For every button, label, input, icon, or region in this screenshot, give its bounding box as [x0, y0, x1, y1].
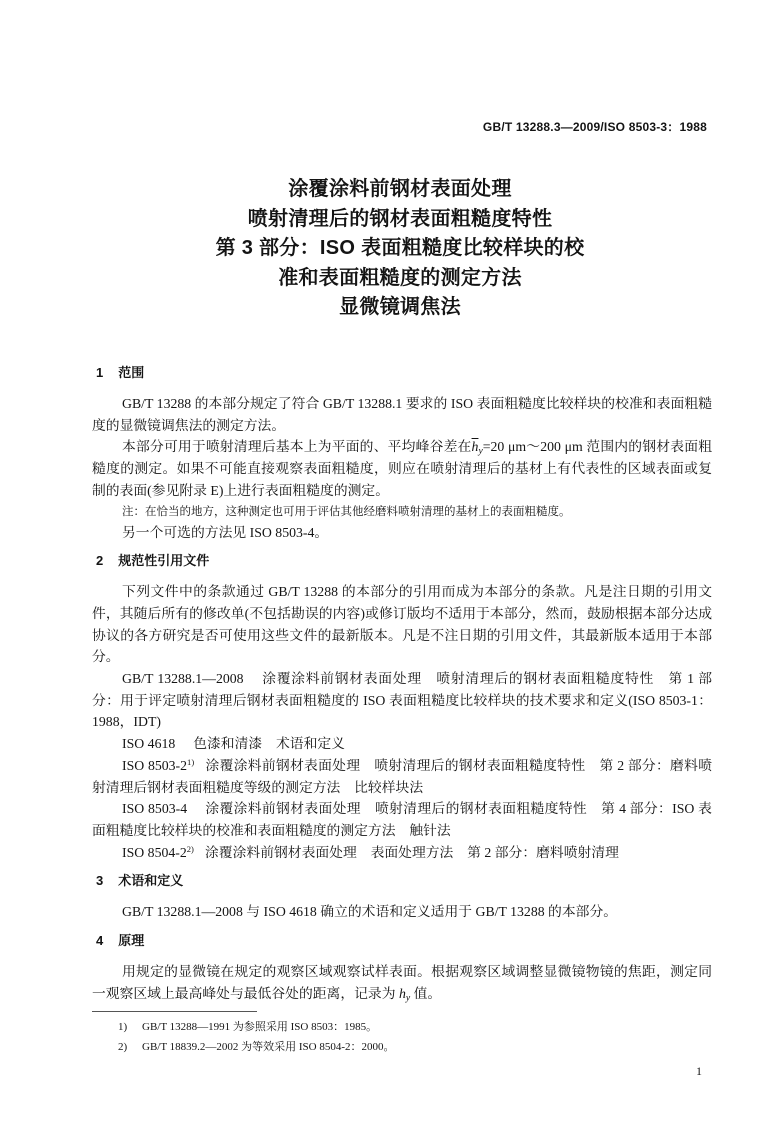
- normative-refs-intro: 下列文件中的条款通过 GB/T 13288 的本部分的引用而成为本部分的条款。凡是注日期的引用文件，其随后所有的修改单(不包括勘误的内容)或修订版均不适用于本部分，然而，鼓励根据本部分达成协议的各方研究是否可使用这些文件的最新版本。凡是不注日期的引用文件，其最新版本适用于本部分。: [92, 584, 712, 665]
- title-line: 涂覆涂料前钢材表面处理: [288, 178, 512, 200]
- section-number: 1: [96, 365, 104, 380]
- footnotes: [118, 1017, 712, 1057]
- scope-paragraph-3: 另一个可选的方法见 ISO 8503-4。: [122, 524, 329, 540]
- normative-ref-item: [92, 842, 712, 864]
- principle-paragraph: [92, 961, 712, 1004]
- title-line: 显微镜调焦法: [339, 296, 461, 318]
- ref-code: ISO 8503-4: [122, 801, 188, 817]
- section-4-heading: [92, 930, 712, 952]
- mean-peak-to-valley-symbol: $\overline{h}_y$: [471, 439, 483, 457]
- section-number: 2: [96, 553, 104, 569]
- ref-title: 涂覆涂料前钢材表面处理 喷射清理后的钢材表面粗糙度特性 第 1 部分：用于评定喷射清理后钢材表面粗糙度的 ISO 表面粗糙度比较样块的技术要求和定义(ISO 8503-1：1988，IDT): [92, 671, 713, 730]
- ref-code: GB/T 13288.1—2008: [122, 671, 244, 687]
- section-2-heading: [92, 550, 712, 572]
- document-title: [21, 175, 779, 323]
- peak-to-valley-symbol: $h_y$: [398, 985, 411, 1004]
- title-line: 第 3 部分：ISO 表面粗糙度比较样块的校: [215, 237, 585, 259]
- scope-note: 注：在恰当的地方，这种测定也可用于评估其他经磨料喷射清理的基材上的表面粗糙度。: [122, 505, 571, 518]
- title-line: 喷射清理后的钢材表面粗糙度特性: [247, 207, 553, 230]
- footnote-item: [118, 1017, 712, 1037]
- normative-ref-item: [92, 755, 712, 798]
- paragraph-text: 值。: [410, 985, 442, 1001]
- section-title: 规范性引用文件: [118, 553, 210, 569]
- ref-code: ISO 8504-2: [122, 844, 187, 860]
- section-title: 范围: [118, 365, 145, 380]
- ref-code: ISO 4618: [122, 736, 176, 752]
- ref-code: ISO 8503-2: [122, 757, 188, 773]
- scope-paragraph-2: [92, 436, 712, 501]
- document-body: [92, 355, 712, 1004]
- paragraph-text: 本部分可用于喷射清理后基本上为平面的、平均峰谷差在: [122, 439, 472, 455]
- footnote-marker: 2): [186, 843, 194, 854]
- section-3-heading: [92, 870, 712, 892]
- footnote-marker: 1): [187, 756, 195, 767]
- ref-title: 涂覆涂料前钢材表面处理 表面处理方法 第 2 部分：磨料喷射清理: [205, 844, 619, 860]
- footnote-text: GB/T 13288—1991 为参照采用 ISO 8503：1985。: [142, 1021, 378, 1033]
- section-title: 原理: [118, 933, 145, 949]
- normative-ref-item: [92, 668, 712, 733]
- ref-title: 色漆和清漆 术语和定义: [193, 736, 345, 752]
- footnote-mark: 1): [118, 1021, 128, 1033]
- footnote-separator: [92, 1011, 257, 1012]
- normative-ref-item: [92, 733, 712, 755]
- footnote-item: [118, 1037, 712, 1057]
- section-1-heading: [92, 362, 712, 384]
- page-number: 1: [696, 1064, 702, 1078]
- normative-ref-item: [92, 798, 712, 841]
- paragraph-text: 用规定的显微镜在规定的观察区域观察试样表面。根据观察区域调整显微镜物镜的焦距，测定同一观察区域上最高峰处与最低谷处的距离，记录为: [92, 964, 712, 1001]
- standard-code-header: GB/T 13288.3—2009/ISO 8503-3：1988: [482, 120, 707, 134]
- terms-paragraph: GB/T 13288.1—2008 与 ISO 4618 确立的术语和定义适用于 GB/T 13288 的本部分。: [122, 904, 618, 920]
- ref-title: 涂覆涂料前钢材表面处理 喷射清理后的钢材表面粗糙度特性 第 4 部分：ISO 表面粗糙度比较样块的校准和表面粗糙度的测定方法 触针法: [92, 801, 712, 838]
- section-number: 4: [96, 933, 104, 949]
- footnote-text: GB/T 18839.2—2002 为等效采用 ISO 8504-2：2000。: [142, 1041, 395, 1053]
- scope-paragraph-1: GB/T 13288 的本部分规定了符合 GB/T 13288.1 要求的 ISO 表面粗糙度比较样块的校准和表面粗糙度的显微镜调焦法的测定方法。: [92, 396, 712, 433]
- ref-title: 涂覆涂料前钢材表面处理 喷射清理后的钢材表面粗糙度特性 第 2 部分：磨料喷射清理后钢材表面粗糙度等级的测定方法 比较样块法: [92, 757, 712, 795]
- section-number: 3: [96, 873, 104, 889]
- section-title: 术语和定义: [118, 873, 184, 889]
- title-line: 准和表面粗糙度的测定方法: [278, 266, 522, 289]
- footnote-mark: 2): [118, 1041, 128, 1053]
- paragraph-text: =20 μm～200 μm 范围内的钢材表面粗糙度的测定。如果不可能直接观察表面粗糙度，则应在喷射清理后的基材上有代表性的区域表面或复制的表面(参见附录 E)上进行表面粗糙度的测定。: [92, 439, 712, 498]
